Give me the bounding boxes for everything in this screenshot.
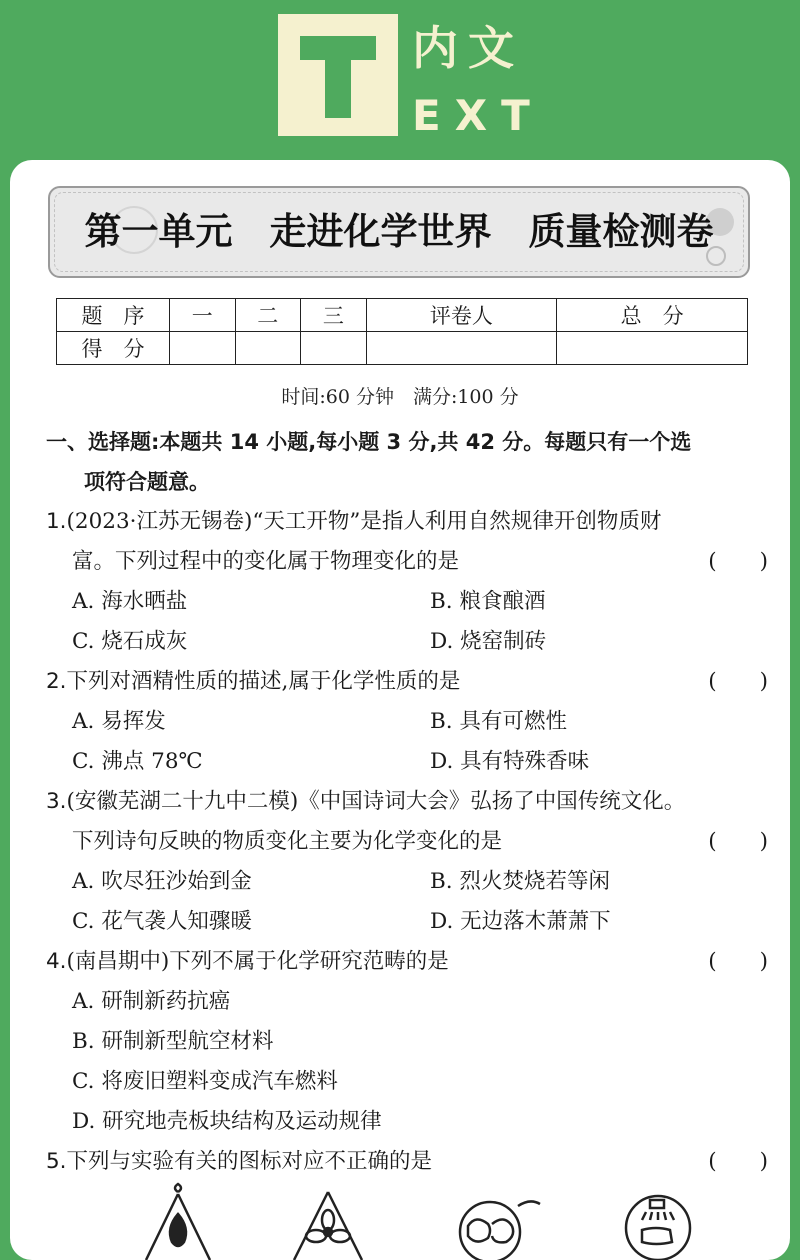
table-cell <box>366 332 557 365</box>
table-cell <box>170 332 236 365</box>
score-table <box>56 298 748 365</box>
question-1-line-2 <box>46 542 776 582</box>
hand-wash-icon <box>626 1196 690 1260</box>
option-b: B. 研制新型航空材料 <box>72 1029 274 1054</box>
option-d: D. 具有特殊香味 <box>430 749 590 774</box>
question-3 <box>46 782 776 822</box>
question-number: 5. <box>46 1149 67 1174</box>
option-c: C. 沸点 78℃ <box>72 749 203 774</box>
section-heading <box>46 422 776 502</box>
document-card <box>10 160 790 1260</box>
answer-bracket: ( ) <box>708 949 768 974</box>
option-c: C. 将废旧塑料变成汽车燃料 <box>72 1069 338 1094</box>
section-line-2: 项符合题意。 <box>84 470 210 494</box>
question-number: 3. <box>46 789 67 814</box>
goggles-icon <box>460 1201 540 1260</box>
question-text: 下列对酒精性质的描述,属于化学性质的是 <box>66 669 461 694</box>
option-c: C. 烧石成灰 <box>72 629 188 654</box>
question-1 <box>46 502 776 542</box>
question-text: (2023·江苏无锡卷)“天工开物”是指人利用自然规律开创物质财 <box>66 509 662 534</box>
fan-warning-icon <box>294 1192 362 1260</box>
option-d: D. 研究地壳板块结构及运动规律 <box>72 1109 382 1134</box>
question-text: 下列诗句反映的物质变化主要为化学变化的是 <box>72 829 503 854</box>
question-number: 1. <box>46 509 67 534</box>
title-box <box>48 186 750 278</box>
table-cell: 得 分 <box>57 332 170 365</box>
table-cell: 评卷人 <box>366 299 557 332</box>
option-a: A. 研制新药抗癌 <box>72 989 231 1014</box>
option-c: C. 花气袭人知骤暖 <box>72 909 252 934</box>
option-b: B. 烈火焚烧若等闲 <box>430 869 610 894</box>
option-a: A. 吹尽狂沙始到金 <box>72 869 252 894</box>
section-line-1: 一、选择题:本题共 14 小题,每小题 3 分,共 42 分。每题只有一个选 <box>46 430 692 454</box>
question-3-line-2 <box>46 822 776 862</box>
table-cell: 总 分 <box>557 299 748 332</box>
option-b: B. 具有可燃性 <box>430 709 567 734</box>
question-5 <box>46 1142 776 1182</box>
question-2 <box>46 662 776 702</box>
table-cell: 二 <box>235 299 301 332</box>
answer-bracket: ( ) <box>708 829 768 854</box>
lab-icons-row <box>10 1180 790 1260</box>
question-number: 4. <box>46 949 67 974</box>
table-cell <box>235 332 301 365</box>
question-4 <box>46 942 776 982</box>
table-cell: 题 序 <box>57 299 170 332</box>
score-table-score-row <box>57 332 748 365</box>
option-b: B. 粮食酿酒 <box>430 589 546 614</box>
option-d: D. 烧窑制砖 <box>430 629 547 654</box>
answer-bracket: ( ) <box>708 549 768 574</box>
table-cell <box>301 332 367 365</box>
banner-en-label: EXT <box>412 91 544 140</box>
option-a: A. 易挥发 <box>72 709 166 734</box>
banner-cn-label: 内文 <box>412 21 524 75</box>
table-cell <box>557 332 748 365</box>
time-info: 时间:60 分钟 满分:100 分 <box>281 386 519 408</box>
option-a: A. 海水晒盐 <box>72 589 188 614</box>
table-cell: 三 <box>301 299 367 332</box>
question-number: 2. <box>46 669 67 694</box>
page-title: 第一单元 走进化学世界 质量检测卷 <box>84 210 714 253</box>
table-cell: 一 <box>170 299 236 332</box>
flame-warning-icon <box>146 1184 210 1260</box>
answer-bracket: ( ) <box>708 1149 768 1174</box>
question-text: (安徽芜湖二十九中二模)《中国诗词大会》弘扬了中国传统文化。 <box>66 789 686 814</box>
score-table-header-row <box>57 299 748 332</box>
option-d: D. 无边落木萧萧下 <box>430 909 611 934</box>
question-text: 下列与实验有关的图标对应不正确的是 <box>66 1149 433 1174</box>
t-logo-icon <box>278 14 398 136</box>
header-banner <box>0 0 800 160</box>
answer-bracket: ( ) <box>708 669 768 694</box>
question-text: 富。下列过程中的变化属于物理变化的是 <box>72 549 460 574</box>
question-text: (南昌期中)下列不属于化学研究范畴的是 <box>66 949 449 974</box>
